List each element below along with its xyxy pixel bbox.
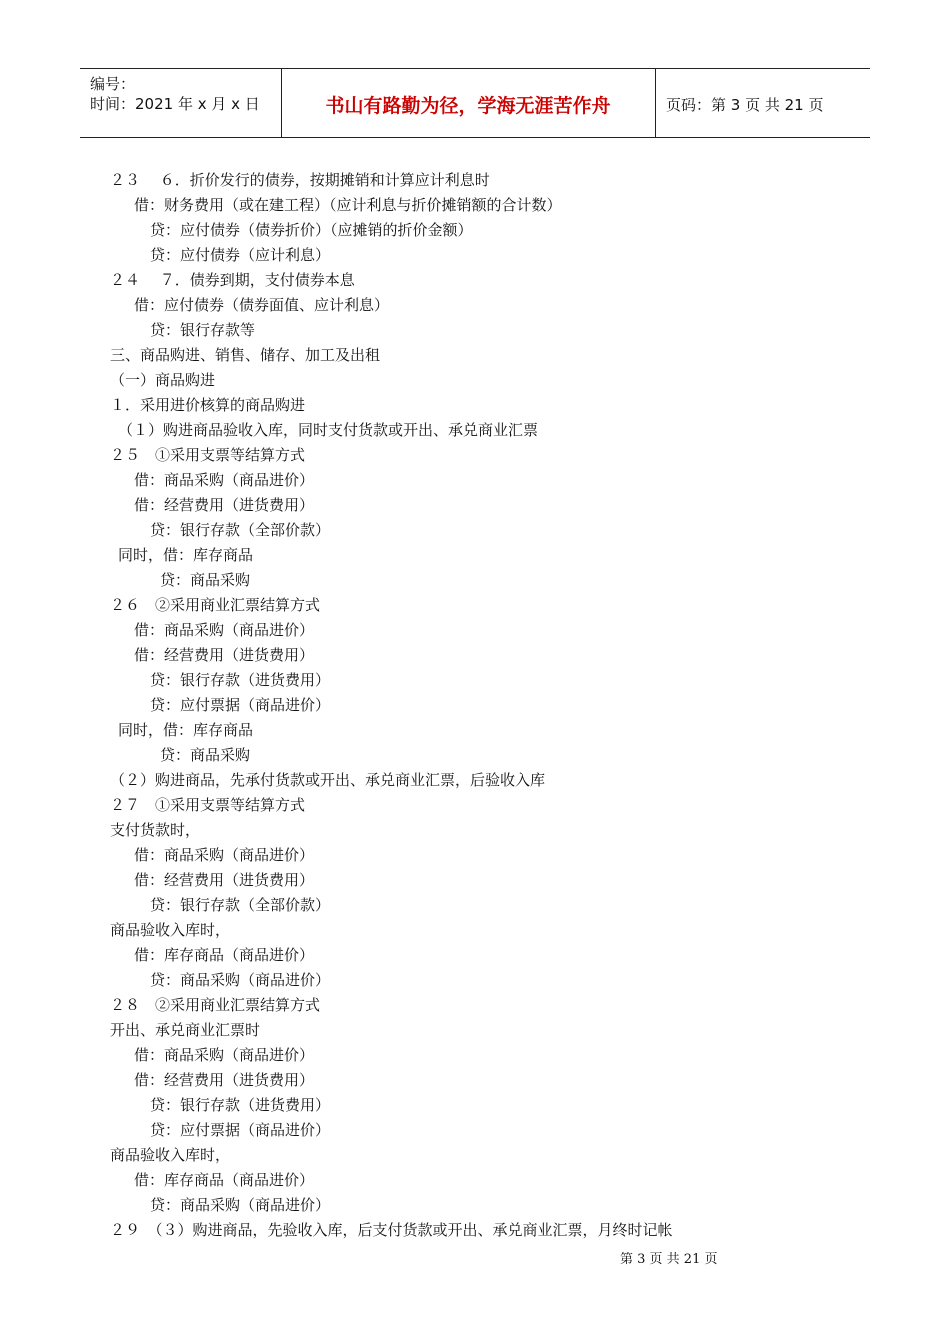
- text-line: 贷：应付债券（应计利息）: [150, 246, 331, 264]
- text-line: 贷：应付票据（商品进价）: [150, 1121, 331, 1139]
- text-line: 贷：银行存款（进货费用）: [150, 1096, 331, 1114]
- text-line: 同时，借：库存商品: [118, 721, 254, 739]
- text-line: 贷：商品采购: [160, 746, 251, 764]
- text-line: 借：库存商品（商品进价）: [134, 1171, 315, 1189]
- page-footer: 第 3 页 共 21 页: [620, 1252, 718, 1267]
- text-line: 借：库存商品（商品进价）: [134, 946, 315, 964]
- text-line: 贷：银行存款（全部价款）: [150, 521, 331, 539]
- text-line: ２３ ６．折价发行的债券，按期摊销和计算应计利息时: [110, 171, 490, 189]
- text-line: 贷：银行存款（全部价款）: [150, 896, 331, 914]
- subsection-heading: （一）商品购进: [110, 371, 216, 389]
- text-line: （２）购进商品，先承付货款或开出、承兑商业汇票，后验收入库: [110, 771, 546, 789]
- text-line: 贷：银行存款等: [150, 321, 256, 339]
- text-line: 贷：银行存款（进货费用）: [150, 671, 331, 689]
- text-line: 商品验收入库时，: [110, 921, 231, 939]
- text-line: 贷：商品采购: [160, 571, 251, 589]
- text-line: 借：商品采购（商品进价）: [134, 846, 315, 864]
- text-line: 借：商品采购（商品进价）: [134, 621, 315, 639]
- text-line: １．采用进价核算的商品购进: [110, 396, 306, 414]
- text-line: 商品验收入库时，: [110, 1146, 231, 1164]
- text-line: 借：经营费用（进货费用）: [134, 871, 315, 889]
- text-line: 借：经营费用（进货费用）: [134, 1071, 315, 1089]
- text-line: 贷：商品采购（商品进价）: [150, 1196, 331, 1214]
- motto-text: 书山有路勤为径，学海无涯苦作舟: [325, 95, 611, 117]
- text-line: 贷：应付债券（债券折价）（应摊销的折价金额）: [150, 221, 473, 239]
- text-line: 借：财务费用（或在建工程）（应计利息与折价摊销额的合计数）: [134, 196, 562, 214]
- text-line: 借：商品采购（商品进价）: [134, 471, 315, 489]
- text-line: 借：经营费用（进货费用）: [134, 496, 315, 514]
- text-line: ２６ ②采用商业汇票结算方式: [110, 596, 321, 614]
- text-line: 借：经营费用（进货费用）: [134, 646, 315, 664]
- text-line: 贷：商品采购（商品进价）: [150, 971, 331, 989]
- text-line: ２５ ①采用支票等结算方式: [110, 446, 306, 464]
- page-code: 页码：第 3 页 共 21 页: [666, 96, 824, 114]
- text-line: （１）购进商品验收入库，同时支付货款或开出、承兑商业汇票: [118, 421, 539, 439]
- time-line: 时间：2021 年 x 月 x 日: [90, 95, 260, 113]
- text-line: ２４ ７．债券到期，支付债券本息: [110, 271, 355, 289]
- text-line: 贷：应付票据（商品进价）: [150, 696, 331, 714]
- text-line: 借：商品采购（商品进价）: [134, 1046, 315, 1064]
- text-line: ２７ ①采用支票等结算方式: [110, 796, 306, 814]
- text-line: 借：应付债券（债券面值、应计利息）: [134, 296, 390, 314]
- section-heading: 三、商品购进、销售、储存、加工及出租: [110, 346, 381, 364]
- text-line: 支付货款时，: [110, 821, 201, 839]
- text-line: ２８ ②采用商业汇票结算方式: [110, 996, 321, 1014]
- serial-label: 编号：: [90, 75, 136, 93]
- text-line: 同时，借：库存商品: [118, 546, 254, 564]
- text-line: 开出、承兑商业汇票时: [110, 1021, 261, 1039]
- text-line: ２９ （３）购进商品，先验收入库，后支付货款或开出、承兑商业汇票，月终时记帐: [110, 1221, 673, 1239]
